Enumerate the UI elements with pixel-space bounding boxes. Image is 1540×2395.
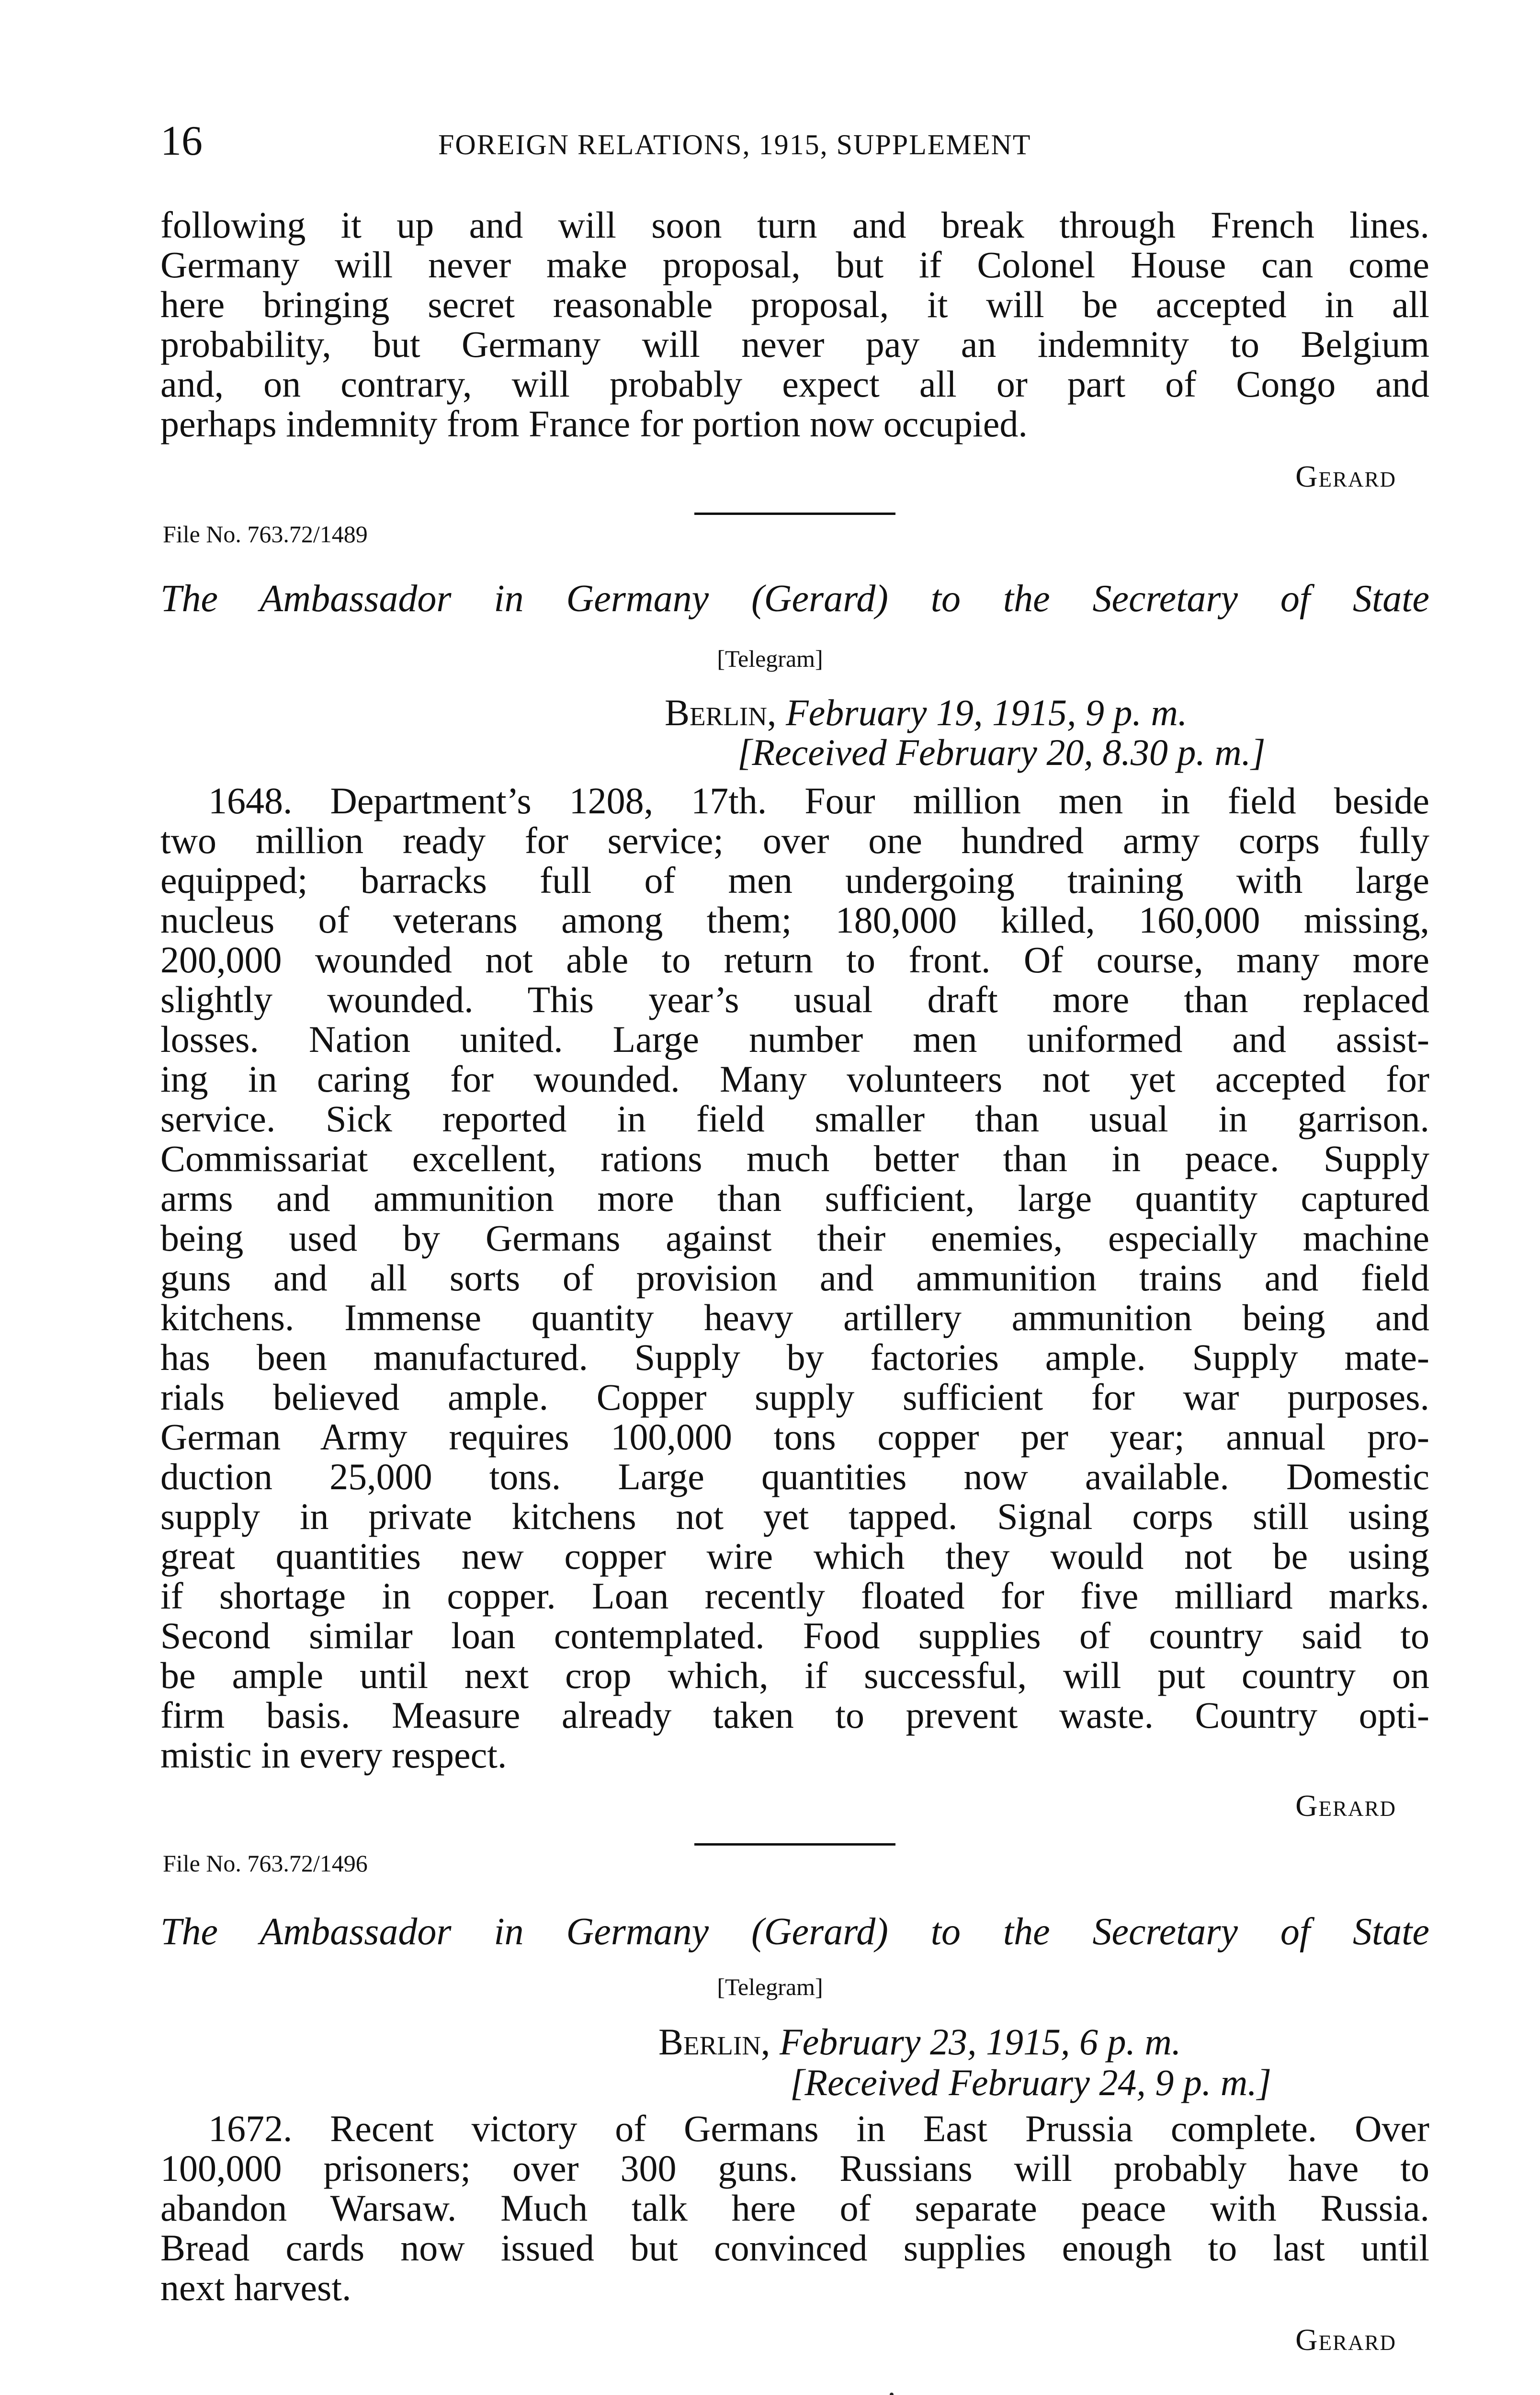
text-line: has been manufactured. Supply by factories ample. Supply mate- [160,1336,1429,1378]
text-line: probability, but Germany will never pay an indemnity to Belgium [160,323,1429,365]
document-type: [Telegram] [717,645,823,672]
text-line: Commissariat excellent, rations much better than in peace. Supply [160,1138,1429,1179]
text-line: abandon Warsaw. Much talk here of separate peace with Russia. [160,2187,1429,2229]
running-title: FOREIGN RELATIONS, 1915, SUPPLEMENT [438,129,1031,160]
dateline-place: Berlin, [665,692,777,733]
text-line: 100,000 prisoners; over 300 guns. Russians will probably have to [160,2147,1429,2189]
section-divider [694,1843,895,1846]
text-line: if shortage in copper. Loan recently floated for five milliard marks. [160,1575,1429,1617]
text-line: losses. Nation united. Large number men uniformed and assist- [160,1018,1429,1060]
file-number: File No. 763.72/1489 [163,521,368,547]
text-line: equipped; barracks full of men undergoing training with large [160,859,1429,901]
text-line: rials believed ample. Copper supply sufficient for war purposes. [160,1376,1429,1418]
signature-gerard: Gerard [1295,459,1396,493]
text-line: two million ready for service; over one hundred army corps fully [160,820,1429,861]
text-line: be ample until next crop which, if successful, will put country on [160,1654,1429,1696]
text-line: slightly wounded. This year’s usual draft more than replaced [160,979,1429,1020]
text-line: Second similar loan contemplated. Food supplies of country said to [160,1615,1429,1656]
section-divider [694,513,895,515]
received-line: [Received February 24, 9 p. m.] [790,2062,1272,2103]
text-line: guns and all sorts of provision and ammunition trains and field [160,1257,1429,1299]
text-line: perhaps indemnity from France for portion now occupied. [160,403,1028,445]
text-line: 200,000 wounded not able to return to front. Of course, many more [160,939,1429,981]
text-line: Bread cards now issued but convinced supplies enough to last until [160,2227,1429,2269]
text-line: firm basis. Measure already taken to prevent waste. Country opti- [160,1694,1429,1736]
file-number: File No. 763.72/1496 [163,1850,368,1877]
signature-gerard: Gerard [1295,2323,1396,2357]
text-line: ing in caring for wounded. Many volunteers not yet accepted for [160,1058,1429,1100]
signature-gerard: Gerard [1295,1789,1396,1823]
text-line: arms and ammunition more than sufficient, large quantity captured [160,1177,1429,1219]
text-line: next harvest. [160,2267,351,2308]
dateline-date: February 23, 1915, 6 p. m. [779,2021,1181,2063]
document-type: [Telegram] [717,1973,823,2000]
text-line: Germany will never make proposal, but if Colonel House can come [160,244,1429,285]
dateline [658,2021,1181,2063]
telegram-body [160,2109,1429,2307]
text-line: being used by Germans against their enemies, especially machine [160,1217,1429,1259]
text-line: mistic in every respect. [160,1734,507,1776]
document-title: The Ambassador in Germany (Gerard) to the Secretary of State [160,578,1429,620]
dateline-place: Berlin, [658,2021,770,2063]
scan-speck [890,2393,894,2395]
text-line: 1648. Department’s 1208, 17th. Four million men in field beside [208,780,1429,821]
document-title: The Ambassador in Germany (Gerard) to the Secretary of State [160,1911,1429,1953]
text-line: duction 25,000 tons. Large quantities now available. Domestic [160,1456,1429,1497]
text-line: great quantities new copper wire which they would not be using [160,1535,1429,1577]
page-number: 16 [160,118,203,164]
text-line: and, on contrary, will probably expect all or part of Congo and [160,363,1429,405]
text-line: 1672. Recent victory of Germans in East Prussia complete. Over [208,2108,1429,2149]
text-line: service. Sick reported in field smaller than usual in garrison. [160,1098,1429,1140]
telegram-body [160,781,1429,1775]
text-line: following it up and will soon turn and break through French lines. [160,204,1429,246]
dateline [665,692,1187,733]
text-line: German Army requires 100,000 tons copper per year; annual pro- [160,1416,1429,1458]
text-line: here bringing secret reasonable proposal, it will be accepted in all [160,284,1429,325]
dateline-date: February 19, 1915, 9 p. m. [785,692,1188,733]
received-line: [Received February 20, 8.30 p. m.] [737,731,1266,773]
text-line: nucleus of veterans among them; 180,000 killed, 160,000 missing, [160,899,1429,941]
text-line: supply in private kitchens not yet tapped. Signal corps still using [160,1495,1429,1537]
text-line: kitchens. Immense quantity heavy artillery ammunition being and [160,1297,1429,1338]
continuation-paragraph [160,205,1429,444]
